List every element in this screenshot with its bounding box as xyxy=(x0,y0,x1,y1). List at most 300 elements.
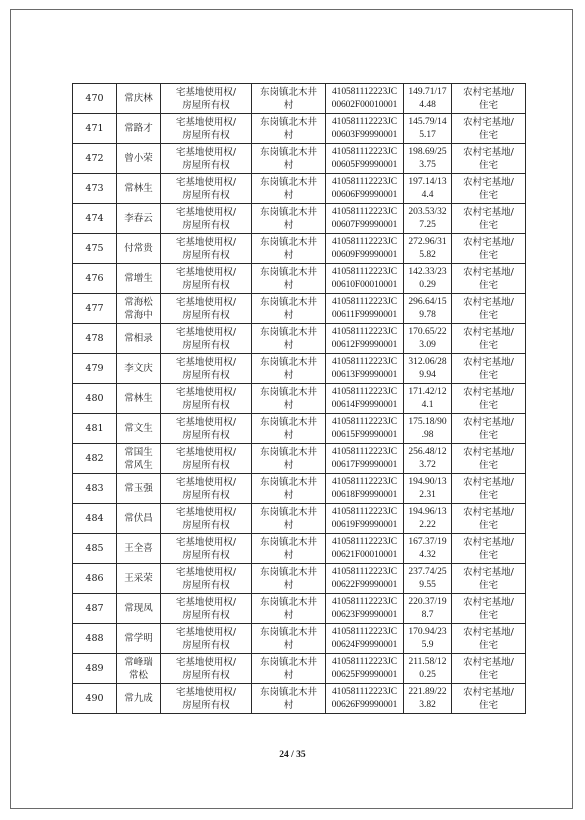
land-use-cell xyxy=(452,444,526,474)
right-type-cell xyxy=(161,474,252,504)
location-line: 东岗镇北木井 xyxy=(259,176,317,188)
row-number-text: 478 xyxy=(85,333,104,344)
location-line: 村 xyxy=(283,279,294,291)
area-cell xyxy=(404,144,452,174)
location-cell xyxy=(252,204,326,234)
right-type-cell xyxy=(161,174,252,204)
land-use-line: 住宅 xyxy=(478,609,498,621)
unit-code-cell xyxy=(326,534,404,564)
land-use-line: 农村宅基地/ xyxy=(463,476,514,488)
area-line: 4.4 xyxy=(421,189,434,200)
location-line: 村 xyxy=(283,639,294,651)
row-number-text: 475 xyxy=(85,243,104,254)
area-cell xyxy=(404,414,452,444)
right-type-cell xyxy=(161,414,252,444)
area-line: 272.96/31 xyxy=(408,236,447,247)
location-cell xyxy=(252,504,326,534)
area-line: 7.25 xyxy=(419,219,436,230)
row-number-text: 483 xyxy=(85,483,104,494)
right-type-line: 房屋所有权 xyxy=(182,189,230,201)
owner-name-line: 常松 xyxy=(128,669,148,681)
location-line: 村 xyxy=(283,429,294,441)
land-use-line: 住宅 xyxy=(478,309,498,321)
owner-name-cell xyxy=(117,264,161,294)
unit-code-line: 00618F99990001 xyxy=(331,489,398,500)
land-use-cell xyxy=(452,684,526,714)
right-type-line: 房屋所有权 xyxy=(182,609,230,621)
area-line: 2.31 xyxy=(419,489,436,500)
area-line: 5.17 xyxy=(419,129,436,140)
right-type-line: 房屋所有权 xyxy=(182,429,230,441)
right-type-line: 宅基地使用权/ xyxy=(175,536,237,548)
row-number-cell xyxy=(73,84,117,114)
row-number-cell xyxy=(73,264,117,294)
right-type-line: 房屋所有权 xyxy=(182,489,230,501)
row-number-text: 480 xyxy=(85,393,104,404)
right-type-line: 宅基地使用权/ xyxy=(175,176,237,188)
area-line: 0.25 xyxy=(419,669,436,680)
land-use-cell xyxy=(452,234,526,264)
unit-code-line: 410581112223JC xyxy=(332,596,397,607)
area-line: 8.7 xyxy=(421,609,434,620)
row-number-text: 479 xyxy=(85,363,104,374)
land-use-cell xyxy=(452,564,526,594)
right-type-line: 宅基地使用权/ xyxy=(175,506,237,518)
right-type-line: 宅基地使用权/ xyxy=(175,596,237,608)
right-type-line: 宅基地使用权/ xyxy=(175,146,237,158)
location-line: 村 xyxy=(283,159,294,171)
area-line: 149.71/17 xyxy=(408,86,447,97)
location-line: 东岗镇北木井 xyxy=(259,116,317,128)
right-type-line: 房屋所有权 xyxy=(182,579,230,591)
row-number-cell xyxy=(73,564,117,594)
owner-name-cell xyxy=(117,174,161,204)
area-cell xyxy=(404,594,452,624)
right-type-line: 房屋所有权 xyxy=(182,549,230,561)
land-use-line: 住宅 xyxy=(478,219,498,231)
right-type-line: 房屋所有权 xyxy=(182,519,230,531)
unit-code-cell xyxy=(326,84,404,114)
location-line: 村 xyxy=(283,189,294,201)
area-line: 312.06/28 xyxy=(408,356,447,367)
land-use-line: 住宅 xyxy=(478,519,498,531)
unit-code-cell xyxy=(326,294,404,324)
area-cell xyxy=(404,624,452,654)
unit-code-line: 00605F99990001 xyxy=(331,159,398,170)
right-type-line: 宅基地使用权/ xyxy=(175,446,237,458)
right-type-line: 房屋所有权 xyxy=(182,249,230,261)
row-number-cell xyxy=(73,234,117,264)
right-type-line: 房屋所有权 xyxy=(182,669,230,681)
row-number-cell xyxy=(73,684,117,714)
land-use-line: 住宅 xyxy=(478,579,498,591)
area-line: 5.82 xyxy=(419,249,436,260)
unit-code-cell xyxy=(326,444,404,474)
area-cell xyxy=(404,234,452,264)
right-type-line: 房屋所有权 xyxy=(182,399,230,411)
location-line: 东岗镇北木井 xyxy=(259,296,317,308)
owner-name-cell xyxy=(117,564,161,594)
row-number-cell xyxy=(73,114,117,144)
records-table-body xyxy=(73,84,526,714)
area-line: 3.82 xyxy=(419,699,436,710)
table-row xyxy=(73,534,526,564)
land-use-line: 住宅 xyxy=(478,189,498,201)
owner-name-text: 王采荣 xyxy=(124,573,153,584)
location-cell xyxy=(252,594,326,624)
right-type-line: 宅基地使用权/ xyxy=(175,476,237,488)
area-cell xyxy=(404,474,452,504)
area-line: 2.22 xyxy=(419,519,436,530)
unit-code-line: 410581112223JC xyxy=(332,506,397,517)
land-use-line: 农村宅基地/ xyxy=(463,146,514,158)
row-number-cell xyxy=(73,324,117,354)
owner-name-text: 常林生 xyxy=(124,183,153,194)
right-type-line: 宅基地使用权/ xyxy=(175,416,237,428)
land-use-cell xyxy=(452,114,526,144)
land-use-line: 农村宅基地/ xyxy=(463,506,514,518)
right-type-cell xyxy=(161,534,252,564)
right-type-cell xyxy=(161,324,252,354)
land-use-line: 住宅 xyxy=(478,399,498,411)
row-number-text: 485 xyxy=(85,543,104,554)
row-number-cell xyxy=(73,654,117,684)
land-use-cell xyxy=(452,384,526,414)
table-row xyxy=(73,444,526,474)
owner-name-line: 常海松 xyxy=(124,296,153,308)
table-row xyxy=(73,564,526,594)
unit-code-line: 00611F99990001 xyxy=(331,309,398,320)
owner-name-text: 常增生 xyxy=(124,273,153,284)
owner-name-text: 常九成 xyxy=(124,693,153,704)
owner-name-line: 常国生 xyxy=(124,446,153,458)
land-use-line: 住宅 xyxy=(478,429,498,441)
land-use-cell xyxy=(452,294,526,324)
row-number-cell xyxy=(73,294,117,324)
owner-name-cell xyxy=(117,684,161,714)
location-line: 村 xyxy=(283,459,294,471)
land-use-cell xyxy=(452,84,526,114)
area-line: 9.94 xyxy=(419,369,436,380)
unit-code-line: 00612F99990001 xyxy=(331,339,398,350)
area-line: 256.48/12 xyxy=(408,446,447,457)
land-use-cell xyxy=(452,414,526,444)
land-use-line: 农村宅基地/ xyxy=(463,626,514,638)
location-cell xyxy=(252,474,326,504)
owner-name-cell xyxy=(117,84,161,114)
area-line: 198.69/25 xyxy=(408,146,447,157)
right-type-line: 宅基地使用权/ xyxy=(175,566,237,578)
row-number-text: 476 xyxy=(85,273,104,284)
location-cell xyxy=(252,444,326,474)
owner-name-cell xyxy=(117,144,161,174)
right-type-line: 宅基地使用权/ xyxy=(175,116,237,128)
unit-code-cell xyxy=(326,654,404,684)
unit-code-line: 410581112223JC xyxy=(332,416,397,427)
owner-name-text: 常伏昌 xyxy=(124,513,153,524)
table-row xyxy=(73,684,526,714)
area-line: 3.72 xyxy=(419,459,436,470)
right-type-line: 房屋所有权 xyxy=(182,99,230,111)
area-line: 175.18/90 xyxy=(408,416,447,427)
right-type-line: 房屋所有权 xyxy=(182,339,230,351)
owner-name-text: 常学明 xyxy=(124,633,153,644)
unit-code-cell xyxy=(326,144,404,174)
unit-code-line: 00602F00010001 xyxy=(331,99,398,110)
area-line: 4.1 xyxy=(421,399,434,410)
unit-code-cell xyxy=(326,324,404,354)
land-use-line: 农村宅基地/ xyxy=(463,296,514,308)
land-use-cell xyxy=(452,654,526,684)
right-type-line: 宅基地使用权/ xyxy=(175,656,237,668)
area-line: 5.9 xyxy=(421,639,434,650)
row-number-cell xyxy=(73,444,117,474)
owner-name-text: 常相录 xyxy=(124,333,153,344)
row-number-text: 481 xyxy=(85,423,104,434)
owner-name-cell xyxy=(117,504,161,534)
area-cell xyxy=(404,504,452,534)
right-type-cell xyxy=(161,234,252,264)
table-row xyxy=(73,294,526,324)
land-use-line: 住宅 xyxy=(478,699,498,711)
row-number-text: 470 xyxy=(85,93,104,104)
area-line: 221.89/22 xyxy=(408,686,447,697)
right-type-cell xyxy=(161,654,252,684)
right-type-line: 房屋所有权 xyxy=(182,459,230,471)
table-row xyxy=(73,84,526,114)
area-cell xyxy=(404,174,452,204)
location-line: 村 xyxy=(283,369,294,381)
table-row xyxy=(73,504,526,534)
unit-code-line: 410581112223JC xyxy=(332,236,397,247)
unit-code-cell xyxy=(326,624,404,654)
owner-name-line: 常海中 xyxy=(124,309,153,321)
location-cell xyxy=(252,114,326,144)
land-use-cell xyxy=(452,324,526,354)
area-line: 9.78 xyxy=(419,309,436,320)
row-number-cell xyxy=(73,594,117,624)
table-row xyxy=(73,474,526,504)
area-line: 296.64/15 xyxy=(408,296,447,307)
land-use-cell xyxy=(452,624,526,654)
land-use-cell xyxy=(452,144,526,174)
right-type-cell xyxy=(161,624,252,654)
location-cell xyxy=(252,564,326,594)
area-line: 220.37/19 xyxy=(408,596,447,607)
owner-name-cell xyxy=(117,414,161,444)
unit-code-line: 410581112223JC xyxy=(332,296,397,307)
unit-code-line: 410581112223JC xyxy=(332,116,397,127)
unit-code-line: 00613F99990001 xyxy=(331,369,398,380)
unit-code-line: 00619F99990001 xyxy=(331,519,398,530)
row-number-text: 488 xyxy=(85,633,104,644)
area-line: .98 xyxy=(421,429,434,440)
row-number-cell xyxy=(73,144,117,174)
unit-code-cell xyxy=(326,204,404,234)
unit-code-line: 410581112223JC xyxy=(332,266,397,277)
right-type-line: 房屋所有权 xyxy=(182,129,230,141)
location-line: 东岗镇北木井 xyxy=(259,446,317,458)
owner-name-line: 常风生 xyxy=(124,459,153,471)
location-cell xyxy=(252,534,326,564)
area-line: 4.32 xyxy=(419,549,436,560)
owner-name-text: 常庆林 xyxy=(124,93,153,104)
row-number-cell xyxy=(73,384,117,414)
row-number-text: 477 xyxy=(85,303,104,314)
land-use-cell xyxy=(452,594,526,624)
owner-name-text: 常林生 xyxy=(124,393,153,404)
right-type-line: 房屋所有权 xyxy=(182,159,230,171)
row-number-text: 487 xyxy=(85,603,104,614)
location-cell xyxy=(252,684,326,714)
owner-name-cell xyxy=(117,234,161,264)
location-line: 村 xyxy=(283,609,294,621)
area-line: 170.94/23 xyxy=(408,626,447,637)
right-type-line: 宅基地使用权/ xyxy=(175,356,237,368)
right-type-line: 房屋所有权 xyxy=(182,369,230,381)
owner-name-cell xyxy=(117,324,161,354)
land-use-line: 住宅 xyxy=(478,369,498,381)
location-line: 东岗镇北木井 xyxy=(259,566,317,578)
location-line: 村 xyxy=(283,579,294,591)
land-use-line: 农村宅基地/ xyxy=(463,656,514,668)
owner-name-cell xyxy=(117,114,161,144)
right-type-cell xyxy=(161,144,252,174)
unit-code-line: 00610F00010001 xyxy=(331,279,398,290)
table-row xyxy=(73,144,526,174)
land-use-cell xyxy=(452,354,526,384)
owner-name-cell xyxy=(117,474,161,504)
right-type-line: 宅基地使用权/ xyxy=(175,626,237,638)
row-number-text: 471 xyxy=(85,123,104,134)
row-number-text: 490 xyxy=(85,693,104,704)
owner-name-text: 常玉强 xyxy=(124,483,153,494)
location-line: 村 xyxy=(283,99,294,111)
right-type-line: 宅基地使用权/ xyxy=(175,236,237,248)
owner-name-text: 李文庆 xyxy=(124,363,153,374)
row-number-text: 489 xyxy=(85,663,104,674)
area-line: 145.79/14 xyxy=(408,116,447,127)
area-line: 194.90/13 xyxy=(408,476,447,487)
land-use-line: 农村宅基地/ xyxy=(463,446,514,458)
table-row xyxy=(73,204,526,234)
area-line: 170.65/22 xyxy=(408,326,447,337)
owner-name-text: 付常贵 xyxy=(124,243,153,254)
right-type-cell xyxy=(161,594,252,624)
owner-name-cell xyxy=(117,354,161,384)
land-use-line: 住宅 xyxy=(478,459,498,471)
unit-code-cell xyxy=(326,414,404,444)
land-use-line: 住宅 xyxy=(478,249,498,261)
unit-code-cell xyxy=(326,564,404,594)
row-number-cell xyxy=(73,354,117,384)
land-use-line: 农村宅基地/ xyxy=(463,596,514,608)
location-line: 村 xyxy=(283,489,294,501)
table-row xyxy=(73,324,526,354)
land-use-line: 住宅 xyxy=(478,129,498,141)
row-number-text: 484 xyxy=(85,513,104,524)
location-line: 村 xyxy=(283,249,294,261)
owner-name-text: 常路才 xyxy=(124,123,153,134)
unit-code-line: 410581112223JC xyxy=(332,206,397,217)
land-use-line: 农村宅基地/ xyxy=(463,566,514,578)
area-cell xyxy=(404,654,452,684)
owner-name-cell xyxy=(117,204,161,234)
right-type-cell xyxy=(161,384,252,414)
row-number-cell xyxy=(73,624,117,654)
owner-name-cell xyxy=(117,624,161,654)
location-line: 东岗镇北木井 xyxy=(259,266,317,278)
unit-code-line: 410581112223JC xyxy=(332,326,397,337)
unit-code-line: 410581112223JC xyxy=(332,146,397,157)
row-number-cell xyxy=(73,414,117,444)
area-cell xyxy=(404,204,452,234)
area-line: 203.53/32 xyxy=(408,206,447,217)
owner-name-line: 常峰瑞 xyxy=(124,656,153,668)
owner-name-text: 曾小荣 xyxy=(124,153,153,164)
area-cell xyxy=(404,84,452,114)
land-use-line: 农村宅基地/ xyxy=(463,206,514,218)
location-line: 村 xyxy=(283,339,294,351)
location-line: 东岗镇北木井 xyxy=(259,86,317,98)
location-line: 东岗镇北木井 xyxy=(259,386,317,398)
location-line: 村 xyxy=(283,519,294,531)
unit-code-line: 00625F99990001 xyxy=(331,669,398,680)
table-row xyxy=(73,174,526,204)
table-row xyxy=(73,624,526,654)
owner-name-cell xyxy=(117,384,161,414)
right-type-line: 房屋所有权 xyxy=(182,279,230,291)
right-type-cell xyxy=(161,294,252,324)
location-line: 村 xyxy=(283,219,294,231)
right-type-cell xyxy=(161,84,252,114)
area-line: 142.33/23 xyxy=(408,266,447,277)
right-type-cell xyxy=(161,504,252,534)
area-cell xyxy=(404,534,452,564)
table-row xyxy=(73,114,526,144)
land-use-cell xyxy=(452,264,526,294)
unit-code-line: 00626F99990001 xyxy=(331,699,398,710)
location-line: 东岗镇北木井 xyxy=(259,626,317,638)
land-use-line: 农村宅基地/ xyxy=(463,536,514,548)
unit-code-line: 410581112223JC xyxy=(332,566,397,577)
location-cell xyxy=(252,354,326,384)
owner-name-cell xyxy=(117,444,161,474)
area-line: 4.48 xyxy=(419,99,436,110)
land-use-line: 住宅 xyxy=(478,99,498,111)
unit-code-cell xyxy=(326,504,404,534)
right-type-line: 宅基地使用权/ xyxy=(175,386,237,398)
area-cell xyxy=(404,564,452,594)
location-cell xyxy=(252,294,326,324)
location-line: 东岗镇北木井 xyxy=(259,326,317,338)
records-table xyxy=(72,83,526,714)
area-cell xyxy=(404,114,452,144)
area-cell xyxy=(404,684,452,714)
table-row xyxy=(73,234,526,264)
unit-code-cell xyxy=(326,174,404,204)
unit-code-cell xyxy=(326,264,404,294)
right-type-cell xyxy=(161,264,252,294)
location-line: 东岗镇北木井 xyxy=(259,356,317,368)
row-number-cell xyxy=(73,174,117,204)
right-type-cell xyxy=(161,444,252,474)
area-line: 167.37/19 xyxy=(408,536,447,547)
land-use-cell xyxy=(452,174,526,204)
right-type-cell xyxy=(161,354,252,384)
unit-code-line: 410581112223JC xyxy=(332,536,397,547)
unit-code-cell xyxy=(326,354,404,384)
